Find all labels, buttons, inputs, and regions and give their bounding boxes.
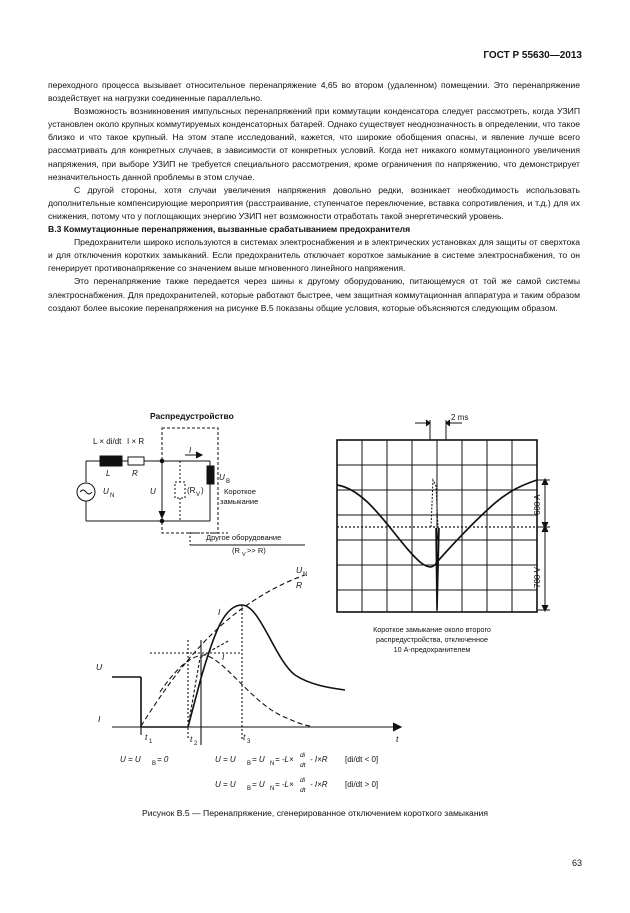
circuit-title: Распредустройство [150,411,234,421]
label-ldidt: L × di/dt [93,437,122,446]
svg-text:= U: = U [252,755,265,764]
label-plot-i: I [98,714,101,724]
svg-text:- I×R: - I×R [310,755,328,764]
svg-text:>> R): >> R) [247,546,266,555]
paragraph: переходного процесса вызывает относительное перенапряжение 4,65 во втором (удаленном) помещении. Это перенапряжение воздействует на нагрузки соединенные параллельно. [48,80,580,104]
svg-text:): ) [201,486,204,495]
label-other: Другое оборудование [206,533,282,542]
label-ir: I × R [127,437,145,446]
time-plot [112,575,401,745]
resistor-symbol [128,457,144,465]
label-t1: t [145,732,148,742]
label-780v: 780 V [533,567,542,588]
document-header: ГОСТ Р 55630—2013 [483,50,582,61]
osc-caption-line1: Короткое замыкание около второго [373,625,491,634]
inductor-symbol [100,456,122,466]
equations [120,752,378,794]
svg-text:di: di [300,777,306,784]
label-r: R [132,469,138,478]
paragraph: С другой стороны, хотя случаи увеличения напряжения довольно редки, возникает необходимость использовать дополнительные компенсирующие мероприятия (расстраивание, ступенчатое переключение, вставка сопротивления, и т.д.) для их снижения, потому что у поглощающих энергию УЗИП нет возможности отработать такой энергетический уровень. [48,184,580,221]
svg-text:B: B [226,479,231,485]
svg-text:= U: = U [252,780,265,789]
label-plot-i-curve2: I [222,652,225,662]
svg-text:B: B [152,761,157,767]
svg-text:B: B [247,786,252,792]
label-plot-u: U [96,662,103,672]
label-ub: U [219,473,225,482]
label-plot-i-curve: I [218,607,221,617]
svg-text:N: N [270,786,275,792]
svg-text:B: B [247,761,252,767]
svg-text:1: 1 [149,739,153,745]
svg-text:N: N [110,493,115,499]
paragraph: Возможность возникновения импульсных перенапряжений при коммутации конденсатора следует рассмотреть, когда УЗИП установлен около крупных коммутируемых конденсаторных батарей. Однако существует неоднозначность в определении, что такое близко и что такое крупный. На этом этапе исследований, кажется, что широкие обобщения опасны, и явление лучше всего рассматривать для конкретных случаев, в зависимости от конкретных условий. Когда нет никакого коммутационного увеличения напряжения, при выборе УЗИП не требуется специального рассмотрения, кроме ограничения по напряжению, что демонстрирует незначительность данной проблемы в этом случае. [48,106,581,182]
label-t3: t [243,732,246,742]
svg-text:N: N [270,761,275,767]
svg-text:N: N [303,572,308,578]
paragraph: Это перенапряжение также передается через шины к другому оборудованию, питающемуся от той же самой системы электроснабжения. Для предохранителей, которые работают быстрее, чем защитная коммутационная аппаратура и таким образом создают более высокие перенапряжения на рисунке В.5 показаны общие условия, которые объясняются следующим образом. [48,276,580,313]
svg-text:= -L×: = -L× [275,780,294,789]
condition-1: [di/dt < 0] [345,755,379,764]
oscillogram-labels [373,413,542,654]
label-2ms: 2 ms [451,413,469,422]
label-cond: (R [232,546,240,555]
label-u: U [150,487,156,496]
label-t2: t [190,734,193,744]
equation-1: U = U [120,755,141,764]
label-un-over-r: U [296,565,303,575]
equation-2: U = U [215,755,236,764]
svg-text:di: di [300,752,306,759]
label-600a: 600 A [533,494,542,515]
oscillogram [337,420,550,612]
condition-2: [di/dt > 0] [345,780,379,789]
svg-text:= -L×: = -L× [275,755,294,764]
label-i: I [189,446,192,455]
osc-caption-line3: 10 А-предохранителем [393,645,471,654]
svg-text:V: V [196,492,201,498]
svg-text:dt: dt [300,787,306,794]
svg-text:R: R [296,580,303,590]
label-plot-t: t [396,734,399,744]
paragraph: Предохранители широко используются в системах электроснабжения и в электрических установках для защиты от сверхтока и для отключения коротких замыканий. Если предохранитель отключает короткое замыкание в системе электроснабжения, то он генерирует противонапряжение со значением выше мгновенного линейного напряжения. [48,237,580,274]
svg-text:- I×R: - I×R [310,780,328,789]
page-number: 63 [571,858,582,868]
svg-text:3: 3 [247,739,251,745]
svg-text:2: 2 [194,741,198,747]
circuit-diagram [77,411,305,545]
label-un: U [103,487,109,496]
svg-text:= 0: = 0 [157,755,169,764]
label-l: L [106,469,111,478]
label-short: Короткое [224,487,256,496]
svg-text:замыкание: замыкание [220,497,259,506]
svg-text:dt: dt [300,762,306,769]
label-rv: (R [187,486,196,495]
figure-caption: Рисунок В.5 — Перенапряжение, сгенерированное отключением короткого замыкания [141,808,489,818]
section-heading: В.3 Коммутационные перенапряжения, вызванные срабатыванием предохранителя [48,224,411,235]
osc-caption-line2: распредустройства, отключенное [376,635,488,644]
equation-3: U = U [215,780,236,789]
svg-text:V: V [242,552,246,558]
